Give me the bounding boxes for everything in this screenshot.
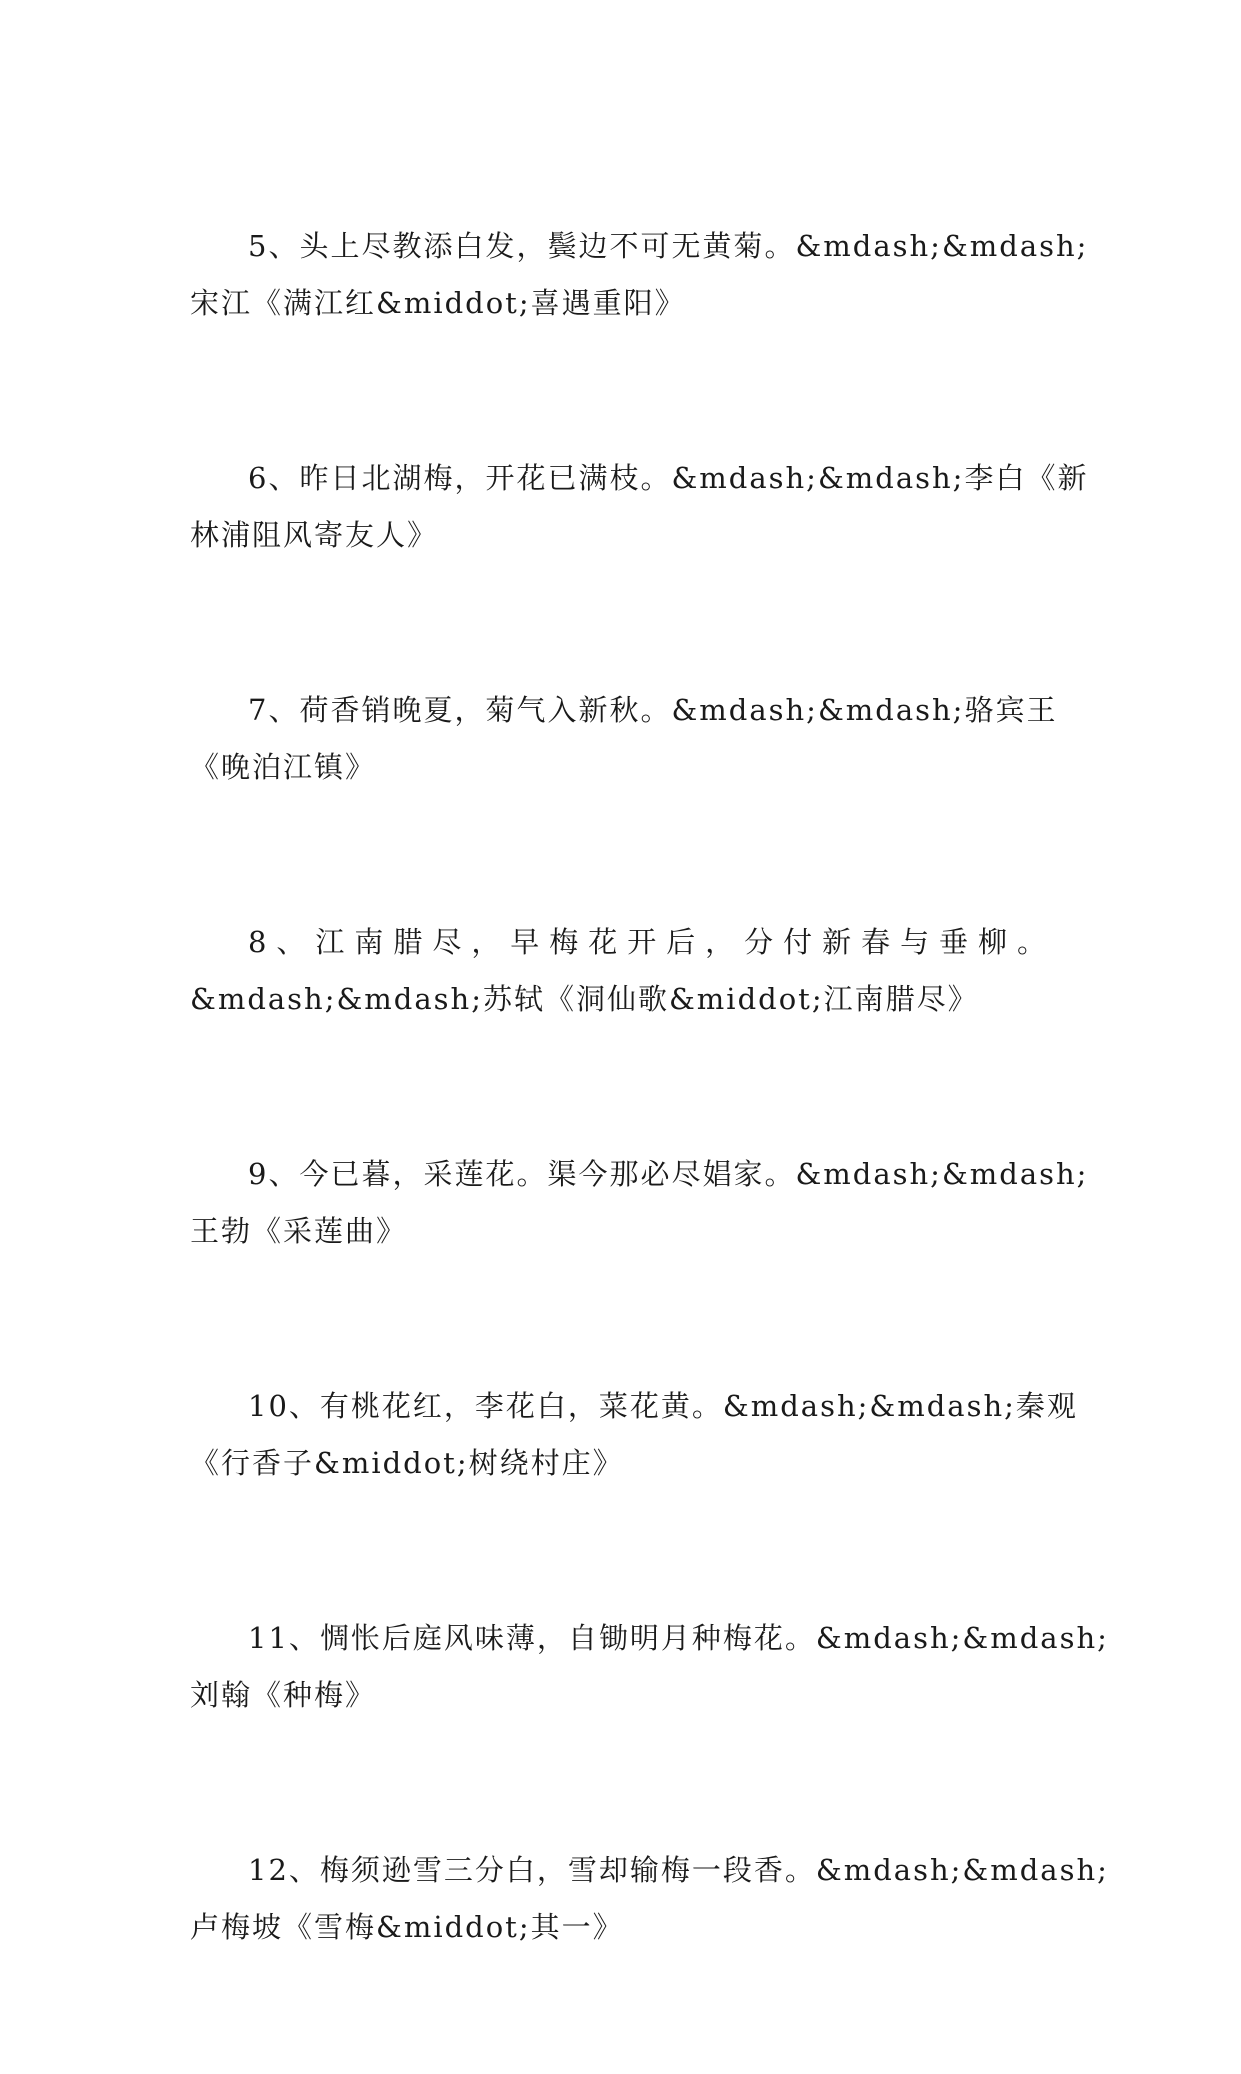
poem-source: 林浦阻风寄友人》 — [190, 518, 439, 552]
poem-source: 《行香子&middot;树绕村庄》 — [190, 1446, 624, 1480]
poem-line: 8、江南腊尽，早梅花开后，分付新春与垂柳。 — [248, 925, 1046, 959]
poem-entry-10 — [190, 1378, 1078, 1492]
poem-source: 刘翰《种梅》 — [190, 1678, 377, 1712]
poem-source: 卢梅坡《雪梅&middot;其一》 — [190, 1910, 624, 1944]
poem-entry-9 — [190, 1146, 1089, 1260]
poem-source: 王勃《采莲曲》 — [190, 1214, 408, 1248]
poem-entry-5 — [190, 218, 1089, 332]
poem-line: 9、今已暮，采莲花。渠今那必尽娼家。&mdash;&mdash; — [248, 1157, 1089, 1191]
poem-source: 《晚泊江镇》 — [190, 750, 377, 784]
poem-line: 7、荷香销晚夏，菊气入新秋。&mdash;&mdash;骆宾王 — [248, 693, 1058, 727]
poem-line: 10、有桃花红，李花白，菜花黄。&mdash;&mdash;秦观 — [248, 1389, 1078, 1423]
poem-source: &mdash;&mdash;苏轼《洞仙歌&middot;江南腊尽》 — [190, 982, 979, 1016]
poem-entry-12 — [190, 1842, 1109, 1956]
poem-entry-7 — [190, 682, 1058, 796]
poem-line: 12、梅须逊雪三分白，雪却输梅一段香。&mdash;&mdash; — [248, 1853, 1109, 1887]
poem-entry-6 — [190, 450, 1089, 564]
poem-source: 宋江《满江红&middot;喜遇重阳》 — [190, 286, 686, 320]
poem-line: 11、惆怅后庭风味薄，自锄明月种梅花。&mdash;&mdash; — [248, 1621, 1109, 1655]
poem-entry-8 — [190, 914, 1046, 1028]
poem-line: 5、头上尽教添白发，鬓边不可无黄菊。&mdash;&mdash; — [248, 229, 1089, 263]
document-page — [190, 218, 1109, 2074]
poem-entry-11 — [190, 1610, 1109, 1724]
poem-line: 6、昨日北湖梅，开花已满枝。&mdash;&mdash;李白《新 — [248, 461, 1089, 495]
